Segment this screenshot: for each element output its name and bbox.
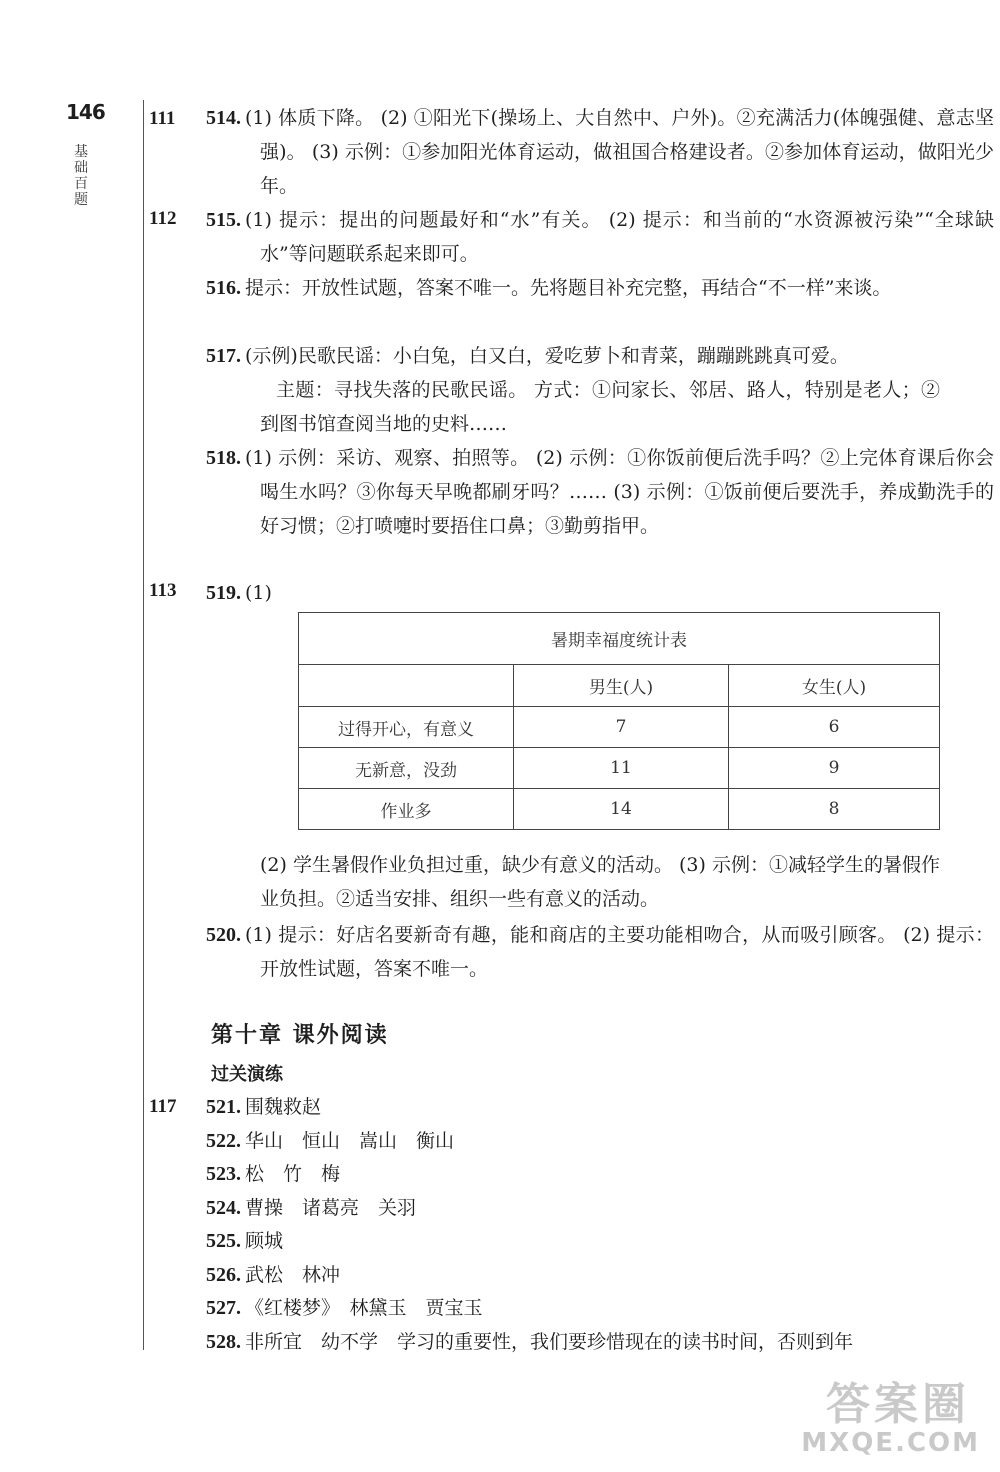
answer-number: 527.	[206, 1297, 241, 1319]
table-corner-cell	[299, 665, 514, 707]
answer-516	[206, 271, 994, 305]
answer-519-rest: (2) 学生暑假作业负担过重，缺少有意义的活动。 (3) 示例：①减轻学生的暑假作业负担。②适当安排、组织一些有意义的活动。	[260, 854, 940, 910]
table-title: 暑期幸福度统计表	[299, 613, 940, 665]
answer-number: 526.	[206, 1264, 241, 1286]
answer-number: 523.	[206, 1163, 241, 1185]
boys-count: 14	[514, 789, 729, 830]
answer-number: 517.	[206, 345, 241, 367]
answer-524	[206, 1191, 416, 1225]
answer-number: 524.	[206, 1197, 241, 1219]
answer-number: 522.	[206, 1130, 241, 1152]
answer-number: 514.	[206, 107, 241, 129]
answer-number: 515.	[206, 209, 241, 231]
answer-text: (1) 提示：提出的问题最好和“水”有关。 (2) 提示：和当前的“水资源被污染”“全球缺水”等问题联系起来即可。	[245, 209, 994, 265]
boys-count: 7	[514, 707, 729, 748]
answer-517	[206, 339, 940, 441]
answer-text-line1: (示例)民歌民谣：小白兔，白又白，爱吃萝卜和青菜，蹦蹦跳跳真可爱。	[245, 345, 849, 367]
answer-part-label: (1)	[245, 582, 272, 604]
answer-525	[206, 1224, 283, 1258]
table-row	[299, 707, 940, 748]
answer-text: 提示：开放性试题，答案不唯一。先将题目补充完整，再结合“不一样”来谈。	[245, 277, 892, 299]
answer-521	[206, 1090, 321, 1124]
answer-number: 520.	[206, 924, 241, 946]
page-ref-113: 113	[149, 580, 177, 601]
answer-514	[206, 101, 994, 203]
answer-526	[206, 1258, 340, 1292]
girls-count: 8	[729, 789, 940, 830]
answer-text: 松 竹 梅	[245, 1163, 341, 1185]
watermark-logo-text: 答案圈	[826, 1379, 970, 1430]
answer-523	[206, 1157, 340, 1191]
page-ref-117: 117	[149, 1096, 177, 1117]
answer-number: 528.	[206, 1331, 241, 1353]
answer-text: 《红楼梦》 林黛玉 贾宝玉	[245, 1297, 483, 1319]
answer-text: (1) 提示：好店名要新奇有趣，能和商店的主要功能相吻合，从而吸引顾客。 (2) 提示：开放性试题，答案不唯一。	[245, 924, 994, 980]
table-header-boys: 男生(人)	[514, 665, 729, 707]
table-row	[299, 748, 940, 789]
girls-count: 6	[729, 707, 940, 748]
answer-text-line2: 主题：寻找失落的民歌民谣。 方式：①问家长、邻居、路人，特别是老人；②到图书馆查阅当地的史料……	[260, 379, 940, 435]
answer-text: (1) 示例：采访、观察、拍照等。 (2) 示例：①你饭前便后洗手吗？②上完体育课后你会喝生水吗？③你每天早晚都刷牙吗？…… (3) 示例：①饭前便后要洗手，养成勤洗手的好习惯；②打喷嚏时要捂住口鼻；③勤剪指甲。	[245, 447, 994, 537]
row-label: 作业多	[299, 789, 514, 830]
answer-519-header	[206, 576, 940, 610]
table-row	[299, 789, 940, 830]
margin-rule	[143, 100, 144, 1350]
answer-text: 华山 恒山 嵩山 衡山	[245, 1130, 455, 1152]
row-label: 无新意，没劲	[299, 748, 514, 789]
answer-text: 围魏救赵	[245, 1096, 322, 1118]
happiness-stat-table	[298, 612, 940, 830]
table-header-girls: 女生(人)	[729, 665, 940, 707]
row-label: 过得开心，有意义	[299, 707, 514, 748]
answer-518	[206, 441, 994, 543]
answer-number: 516.	[206, 277, 241, 299]
answer-text: 曹操 诸葛亮 关羽	[245, 1197, 417, 1219]
answer-520	[206, 918, 994, 986]
answer-text: 顾城	[245, 1230, 284, 1252]
answer-number: 518.	[206, 447, 241, 469]
answer-528	[206, 1325, 853, 1359]
section-title: 过关演练	[211, 1064, 283, 1085]
answer-522	[206, 1124, 454, 1158]
watermark	[740, 1368, 980, 1458]
answer-text: 武松 林冲	[245, 1264, 341, 1286]
page-number: 146	[66, 100, 105, 124]
boys-count: 11	[514, 748, 729, 789]
answer-number: 525.	[206, 1230, 241, 1252]
answer-text: (1) 体质下降。 (2) ①阳光下(操场上、大自然中、户外)。②充满活力(体魄强健、意志坚强)。 (3) 示例：①参加阳光体育运动，做祖国合格建设者。②参加体育运动，做阳光少年。	[245, 107, 994, 197]
watermark-domain: MXQE.COM	[801, 1428, 980, 1458]
answer-number: 521.	[206, 1096, 241, 1118]
answer-527	[206, 1291, 483, 1325]
girls-count: 9	[729, 748, 940, 789]
side-label: 基础百题	[74, 144, 88, 208]
page-ref-111: 111	[149, 108, 176, 129]
answer-515	[206, 203, 994, 271]
page-ref-112: 112	[149, 208, 177, 229]
chapter-title: 第十章 课外阅读	[211, 1022, 389, 1048]
answer-text: 非所宜 幼不学 学习的重要性，我们要珍惜现在的读书时间，否则到年	[245, 1331, 854, 1353]
answer-number: 519.	[206, 582, 241, 604]
